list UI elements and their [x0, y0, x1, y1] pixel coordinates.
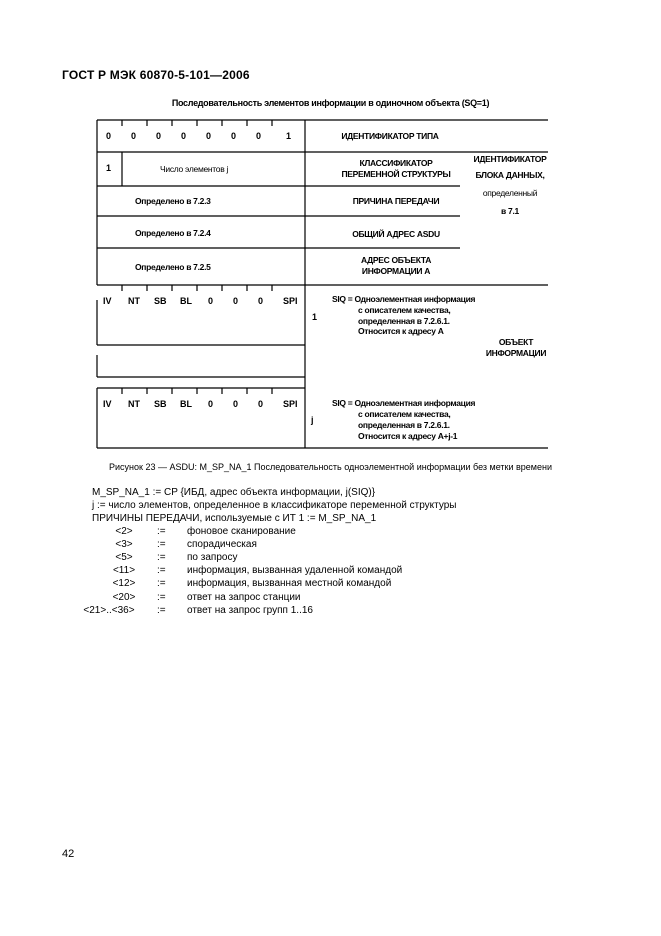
- siqj-iv: IV: [103, 399, 112, 409]
- siq1-sb: SB: [154, 296, 167, 306]
- siq1-spi: SPI: [283, 296, 298, 306]
- siq1-desc-1: SIQ = Одноэлементная информация: [332, 294, 476, 304]
- type-bit-2: 0: [256, 131, 262, 141]
- siqj-bit4: 0: [208, 399, 214, 409]
- type-bit-3: 0: [231, 131, 237, 141]
- definition-line-2: j := число элементов, определенное в классификаторе переменной структуры: [92, 500, 457, 511]
- siq1-bl: BL: [180, 296, 192, 306]
- addr-text: Определено в 7.2.4: [135, 228, 211, 238]
- page-number: 42: [62, 848, 75, 860]
- cause-code: <21>..<36>: [83, 605, 135, 616]
- cause-op: :=: [157, 552, 166, 563]
- cot-label: ПРИЧИНА ПЕРЕДАЧИ: [352, 196, 440, 206]
- cause-text: информация, вызванная удаленной командой: [187, 565, 403, 576]
- type-bit-4: 0: [206, 131, 212, 141]
- type-bit-1: 1: [286, 131, 292, 141]
- cause-op: :=: [157, 526, 166, 537]
- vsq-label-1: КЛАССИФИКАТОР: [359, 158, 433, 168]
- ioa-label-1: АДРЕС ОБЪЕКТА: [360, 255, 432, 265]
- cause-code: <12>: [112, 578, 136, 589]
- siqj-desc-2: с описателем качества,: [358, 409, 451, 419]
- definition-line-1: M_SP_NA_1 := CP {ИБД, адрес объекта информации, j(SIQ)}: [92, 487, 376, 498]
- cause-op: :=: [157, 605, 166, 616]
- siq1-desc-4: Относится к адресу А: [358, 326, 444, 336]
- siq1-desc-3: определенная в 7.2.6.1.: [358, 316, 450, 326]
- siqj-nt: NT: [128, 399, 140, 409]
- cause-op: :=: [157, 578, 166, 589]
- siqj-desc-4: Относится к адресу А+j-1: [358, 431, 458, 441]
- siq1-bit4: 0: [208, 296, 214, 306]
- cause-code: <20>: [112, 592, 136, 603]
- siqj-desc-1: SIQ = Одноэлементная информация: [332, 398, 476, 408]
- type-id-label: ИДЕНТИФИКАТОР ТИПА: [341, 131, 439, 141]
- type-bit-5: 0: [181, 131, 187, 141]
- definition-line-3: ПРИЧИНЫ ПЕРЕДАЧИ, используемые с ИТ 1 := M_SP_NA_1: [92, 513, 377, 524]
- cause-code: <3>: [115, 539, 133, 550]
- cause-text: ответ на запрос групп 1..16: [187, 605, 313, 616]
- siqj-sb: SB: [154, 399, 167, 409]
- type-bit-6: 0: [156, 131, 162, 141]
- addr-label: ОБЩИЙ АДРЕС ASDU: [352, 229, 440, 239]
- document-header: ГОСТ Р МЭК 60870-5-101—2006: [62, 68, 250, 82]
- vsq-number-text: Число элементов j: [160, 164, 229, 174]
- cause-op: :=: [157, 565, 166, 576]
- cause-code: <11>: [112, 565, 136, 576]
- siqj-bit2: 0: [258, 399, 264, 409]
- cause-text: ответ на запрос станции: [187, 592, 301, 603]
- figure-title: Последовательность элементов информации в одиночном объекта (SQ=1): [171, 98, 490, 108]
- siq1-bit2: 0: [258, 296, 264, 306]
- ioa-label-2: ИНФОРМАЦИИ А: [361, 266, 431, 276]
- type-bit-7: 0: [131, 131, 137, 141]
- siqj-bl: BL: [180, 399, 192, 409]
- cause-text: по запросу: [187, 552, 238, 563]
- duid-label-3: определенный: [482, 188, 538, 198]
- io-label-1: ОБЪЕКТ: [498, 337, 534, 347]
- vsq-sq-bit: 1: [106, 163, 112, 173]
- duid-label-4: в 7.1: [501, 206, 519, 216]
- siq1-index: 1: [312, 312, 318, 322]
- duid-label-1: ИДЕНТИФИКАТОР: [473, 154, 547, 164]
- cause-code: <5>: [115, 552, 133, 563]
- type-bit-8: 0: [106, 131, 112, 141]
- cause-text: фоновое сканирование: [187, 526, 296, 537]
- ioa-text: Определено в 7.2.5: [135, 262, 211, 272]
- cause-text: информация, вызванная местной командой: [187, 578, 392, 589]
- cause-op: :=: [157, 539, 166, 550]
- io-label-2: ИНФОРМАЦИИ: [485, 348, 547, 358]
- cause-text: спорадическая: [187, 539, 257, 550]
- cause-op: :=: [157, 592, 166, 603]
- duid-label-2: БЛОКА ДАННЫХ,: [475, 170, 545, 180]
- siqj-spi: SPI: [283, 399, 298, 409]
- vsq-label-2: ПЕРЕМЕННОЙ СТРУКТУРЫ: [341, 169, 451, 179]
- cot-text: Определено в 7.2.3: [135, 196, 211, 206]
- siq1-desc-2: с описателем качества,: [358, 305, 451, 315]
- siq1-nt: NT: [128, 296, 140, 306]
- siq1-iv: IV: [103, 296, 112, 306]
- siqj-desc-3: определенная в 7.2.6.1.: [358, 420, 450, 430]
- siq1-bit3: 0: [233, 296, 239, 306]
- siqj-bit3: 0: [233, 399, 239, 409]
- figure-caption: Рисунок 23 — ASDU: M_SP_NA_1 Последовательность одноэлементной информации без метки времени: [109, 462, 552, 472]
- cause-code: <2>: [115, 526, 133, 537]
- siqj-index: j: [311, 415, 314, 425]
